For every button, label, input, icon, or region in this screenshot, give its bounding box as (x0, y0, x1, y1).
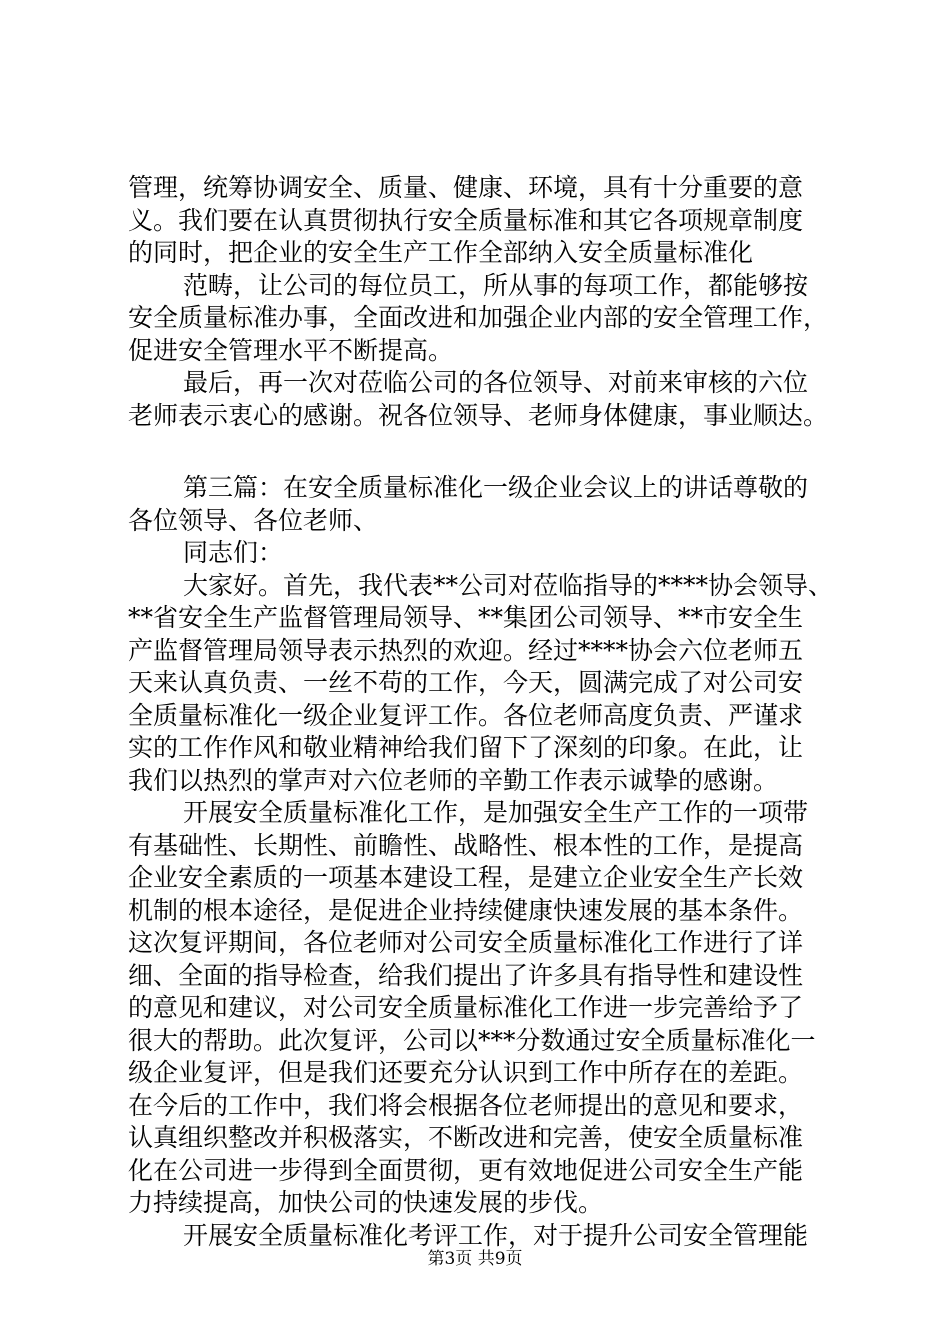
text-line: 力持续提高，加快公司的快速发展的步伐。 (128, 1188, 604, 1217)
text-line: 化在公司进一步得到全面贯彻，更有效地促进公司安全生产能 (128, 1155, 804, 1185)
text-line: 最后，再一次对莅临公司的各位领导、对前来审核的六位 (183, 368, 809, 397)
section-heading (128, 472, 828, 537)
text-line: 产监督管理局领导表示热烈的欢迎。经过****协会六位老师五 (128, 635, 804, 665)
paragraph-continuation (128, 172, 828, 270)
text-line: 这次复评期间，各位老师对公司安全质量标准化工作进行了详 (128, 928, 804, 957)
text-line: 细、全面的指导检查，给我们提出了许多具有指导性和建设性 (128, 960, 804, 990)
text-line: 认真组织整改并积极落实，不断改进和完善，使安全质量标准 (128, 1123, 804, 1152)
text-line: 有基础性、长期性、前瞻性、战略性、根本性的工作，是提高 (128, 830, 804, 860)
text-line: 实的工作作风和敬业精神给我们留下了深刻的印象。在此，让 (128, 733, 804, 762)
text-line: 义。我们要在认真贯彻执行安全质量标准和其它各项规章制度 (128, 205, 804, 235)
text-line: 企业安全素质的一项基本建设工程，是建立企业安全生产长效 (128, 863, 804, 892)
paragraph-gap (128, 432, 828, 472)
text-line: 的意见和建议，对公司安全质量标准化工作进一步完善给予了 (128, 993, 804, 1022)
text-line: 同志们： (183, 538, 284, 567)
paragraph (128, 367, 828, 432)
text-line: 天来认真负责、一丝不苟的工作，今天，圆满完成了对公司安 (128, 668, 804, 697)
text-line: 促进安全管理水平不断提高。 (128, 335, 454, 365)
text-line: 很大的帮助。此次复评，公司以***分数通过安全质量标准化一 (128, 1025, 816, 1055)
text-line: 大家好。首先，我代表**公司对莅临指导的****协会领导、 (183, 570, 834, 600)
text-line: 范畴，让公司的每位员工，所从事的每项工作，都能够按 (183, 270, 809, 300)
text-line: 各位领导、各位老师、 (128, 505, 379, 535)
salutation (128, 537, 828, 570)
paragraph (128, 797, 828, 1220)
text-line: 安全质量标准办事，全面改进和加强企业内部的安全管理工作， (128, 303, 829, 332)
text-line: 管理，统筹协调安全、质量、健康、环境，具有十分重要的意 (128, 173, 804, 202)
paragraph (128, 570, 834, 798)
paragraph (128, 270, 828, 368)
text-line: 在今后的工作中，我们将会根据各位老师提出的意见和要求， (128, 1090, 804, 1120)
text-line: 全质量标准化一级企业复评工作。各位老师高度负责、严谨求 (128, 700, 804, 730)
document-body (128, 172, 834, 1252)
text-line: **省安全生产监督管理局领导、**集团公司领导、**市安全生 (128, 603, 804, 632)
text-line: 老师表示衷心的感谢。祝各位领导、老师身体健康，事业顺达。 (128, 400, 829, 430)
text-line: 第三篇：在安全质量标准化一级企业会议上的讲话尊敬的 (183, 473, 809, 502)
text-line: 的同时，把企业的安全生产工作全部纳入安全质量标准化 (128, 238, 754, 267)
text-line: 开展安全质量标准化工作，是加强安全生产工作的一项带 (183, 798, 809, 827)
page-footer: 第3页 共9页 (427, 1249, 523, 1269)
text-line: 开展安全质量标准化考评工作，对于提升公司安全管理能 (183, 1220, 809, 1250)
text-line: 我们以热烈的掌声对六位老师的辛勤工作表示诚挚的感谢。 (128, 765, 779, 795)
text-line: 级企业复评，但是我们还要充分认识到工作中所存在的差距。 (128, 1058, 804, 1087)
text-line: 机制的根本途径，是促进企业持续健康快速发展的基本条件。 (128, 895, 804, 925)
